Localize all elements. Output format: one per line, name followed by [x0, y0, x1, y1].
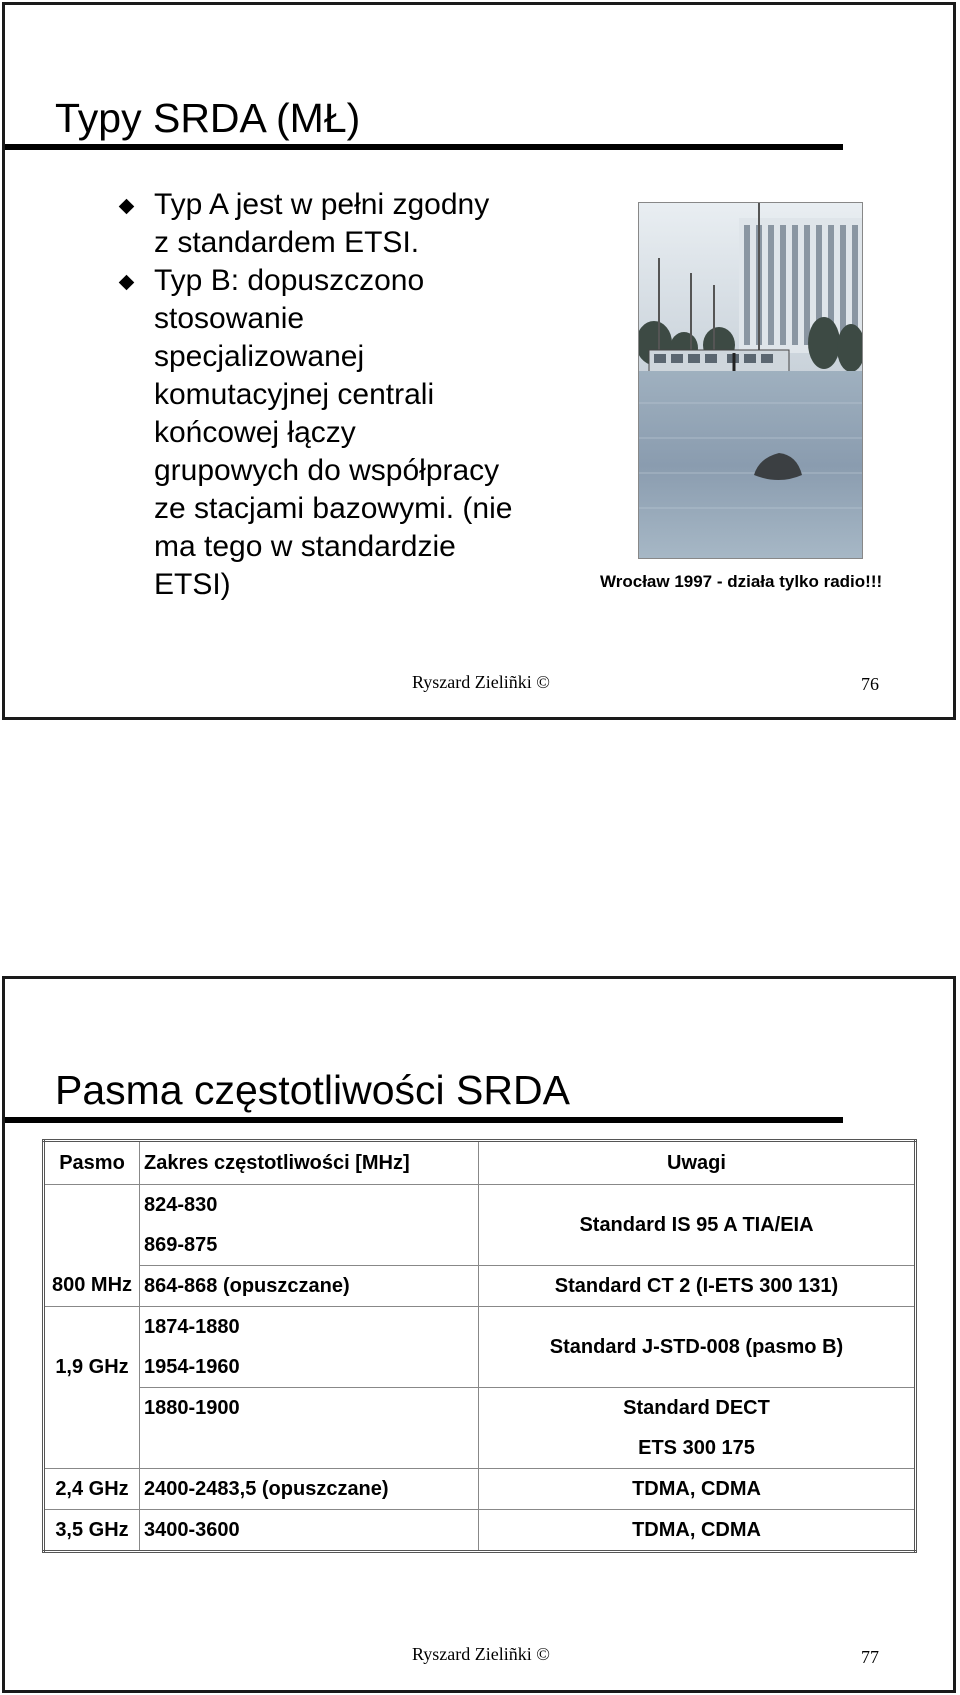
title-underline [5, 1117, 843, 1123]
footer-author: Ryszard Zieliñki © [412, 1644, 550, 1664]
uwagi-cell: Standard DECT [479, 1388, 916, 1429]
slide-title: Typy SRDA (MŁ) [55, 95, 361, 141]
pasmo-cell: 3,5 GHz [44, 1510, 140, 1552]
zakres-cell: 1874-1880 [140, 1307, 479, 1348]
table-row [44, 1185, 916, 1226]
photo-caption: Wrocław 1997 - działa tylko radio!!! [600, 572, 883, 591]
page-number: 76 [861, 674, 879, 694]
table-header-row [44, 1141, 916, 1185]
table-row [44, 1266, 916, 1307]
zakres-cell: 864-868 (opuszczane) [140, 1266, 479, 1307]
pasmo-cell: 800 MHz [51, 1274, 133, 1297]
uwagi-cell: ETS 300 175 [479, 1428, 916, 1469]
slide-76 [2, 2, 956, 720]
bullet-line: Typ A jest w pełni zgodny [154, 188, 490, 221]
bullet-line: z standardem ETSI. [154, 226, 420, 259]
uwagi-cell: TDMA, CDMA [479, 1469, 916, 1510]
bullet-line: specjalizowanej [154, 340, 365, 373]
bullet-line: stosowanie [154, 302, 305, 335]
bullet-line: ze stacjami bazowymi. (nie [154, 492, 513, 525]
bullet-line: ETSI) [154, 568, 231, 601]
bullet-item [117, 262, 557, 604]
pasmo-cell: 2,4 GHz [44, 1469, 140, 1510]
header-cell: Zakres częstotliwości [MHz] [140, 1141, 479, 1185]
diamond-bullet-icon [119, 275, 135, 291]
zakres-cell: 1880-1900 [140, 1388, 479, 1429]
table-row [44, 1469, 916, 1510]
header-cell: Pasmo [59, 1151, 125, 1174]
page-number: 77 [861, 1647, 879, 1667]
title-underline [5, 144, 843, 150]
table-row [44, 1388, 916, 1429]
flood-photo [638, 202, 863, 559]
bullet-item [117, 186, 557, 262]
frequency-table [42, 1139, 917, 1553]
zakres-cell: 1954-1960 [140, 1347, 479, 1388]
zakres-cell: 869-875 [140, 1225, 479, 1266]
slide-title: Pasma częstotliwości SRDA [55, 1067, 570, 1113]
uwagi-cell: Standard IS 95 A TIA/EIA [479, 1185, 916, 1266]
uwagi-cell: TDMA, CDMA [479, 1510, 916, 1552]
bullet-list [117, 186, 557, 604]
bullet-line: ma tego w standardzie [154, 530, 456, 563]
table-row [44, 1428, 916, 1469]
footer-author: Ryszard Zieliñki © [412, 672, 550, 692]
zakres-cell: 2400-2483,5 (opuszczane) [140, 1469, 479, 1510]
pasmo-cell [44, 1388, 140, 1429]
pasmo-cell [44, 1185, 140, 1226]
pasmo-cell [44, 1428, 140, 1469]
slide-77 [2, 976, 956, 1693]
uwagi-cell: Standard CT 2 (I-ETS 300 131) [479, 1266, 916, 1307]
pasmo-cell [44, 1307, 140, 1348]
zakres-cell: 824-830 [140, 1185, 479, 1226]
bullet-line: końcowej łączy [154, 416, 356, 449]
bullet-line: grupowych do współpracy [154, 454, 500, 487]
uwagi-cell: Standard J-STD-008 (pasmo B) [479, 1307, 916, 1388]
header-cell: Uwagi [479, 1141, 916, 1185]
table-row [44, 1307, 916, 1348]
zakres-cell [140, 1428, 479, 1469]
table-row [44, 1510, 916, 1552]
pasmo-cell: 1,9 GHz [55, 1355, 129, 1378]
zakres-cell: 3400-3600 [140, 1510, 479, 1552]
bullet-line: Typ B: dopuszczono [154, 264, 425, 297]
bullet-line: komutacyjnej centrali [154, 378, 435, 411]
diamond-bullet-icon [119, 199, 135, 215]
pasmo-cell [44, 1225, 140, 1266]
